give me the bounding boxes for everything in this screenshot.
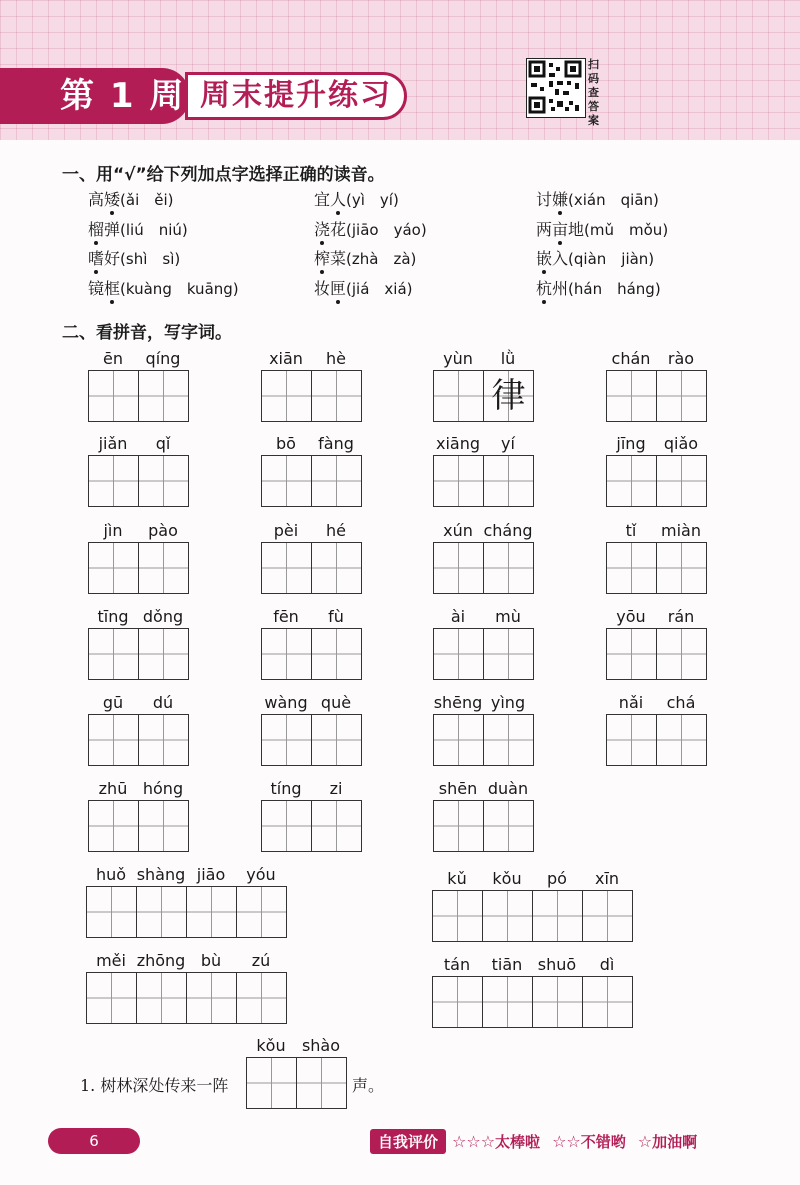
word-grid bbox=[433, 520, 534, 594]
writing-cell[interactable] bbox=[607, 371, 657, 421]
writing-cell[interactable] bbox=[434, 456, 484, 506]
pinyin-syllable: xiān bbox=[269, 349, 303, 368]
writing-cell[interactable] bbox=[89, 456, 139, 506]
pinyin-syllable: yōu bbox=[616, 607, 646, 626]
pinyin-syllable: shàng bbox=[136, 865, 186, 884]
word-grid bbox=[261, 348, 362, 422]
writing-cell[interactable] bbox=[312, 543, 362, 593]
pronunciation-item: 榨菜(zhà zà) bbox=[314, 249, 417, 268]
pinyin-syllable: jiǎn bbox=[98, 434, 128, 453]
dotted-character: 亩 bbox=[552, 220, 569, 239]
pinyin-syllable: tán bbox=[443, 955, 471, 974]
writing-cell[interactable] bbox=[139, 715, 189, 765]
star-rating-icon[interactable]: ☆☆☆ bbox=[452, 1131, 496, 1151]
writing-cell[interactable] bbox=[237, 887, 287, 937]
writing-cell[interactable] bbox=[483, 891, 533, 941]
pinyin-syllable: ēn bbox=[103, 349, 123, 368]
pinyin-syllable: zi bbox=[329, 779, 343, 798]
word-grid bbox=[88, 433, 189, 507]
idiom-grid bbox=[86, 864, 287, 938]
pinyin-syllable: fù bbox=[328, 607, 344, 626]
pronunciation-item: 浇花(jiāo yáo) bbox=[314, 220, 427, 239]
writing-cell[interactable] bbox=[137, 887, 187, 937]
pinyin-syllable: chá bbox=[666, 693, 696, 712]
pinyin-syllable: mù bbox=[495, 607, 521, 626]
word-grid bbox=[261, 692, 362, 766]
pinyin-choices[interactable]: (xián qiān) bbox=[568, 191, 659, 209]
pinyin-syllable: pó bbox=[547, 869, 567, 888]
pinyin-syllable: hè bbox=[326, 349, 346, 368]
word-grid bbox=[433, 606, 534, 680]
pinyin-syllable: ài bbox=[450, 607, 466, 626]
pinyin-syllable: shuō bbox=[537, 955, 577, 974]
word-grid bbox=[606, 606, 707, 680]
word-grid bbox=[261, 606, 362, 680]
dotted-character: 榨 bbox=[314, 249, 331, 268]
writing-cell[interactable] bbox=[262, 629, 312, 679]
pinyin-syllable: hóng bbox=[142, 779, 184, 798]
pinyin-syllable: měi bbox=[96, 951, 126, 970]
pinyin-choices[interactable]: (jiá xiá) bbox=[346, 280, 413, 298]
dotted-character: 嵌 bbox=[536, 249, 553, 268]
writing-cell[interactable] bbox=[483, 977, 533, 1027]
pinyin-syllable: pào bbox=[148, 521, 178, 540]
dotted-character: 杭 bbox=[536, 279, 553, 298]
word-grid bbox=[433, 348, 534, 422]
word-grid bbox=[88, 606, 189, 680]
word-grid bbox=[261, 520, 362, 594]
writing-cell[interactable] bbox=[237, 973, 287, 1023]
word-grid bbox=[261, 433, 362, 507]
section1-title: 一、用“√”给下列加点字选择正确的读音。 bbox=[62, 165, 385, 185]
pinyin-syllable: jiāo bbox=[196, 865, 226, 884]
pinyin-syllable: dì bbox=[599, 955, 615, 974]
writing-cell[interactable] bbox=[657, 629, 707, 679]
pronunciation-item: 榴弹(liú niú) bbox=[88, 220, 188, 239]
pinyin-choices[interactable]: (kuàng kuāng) bbox=[120, 280, 239, 298]
writing-cell[interactable] bbox=[484, 543, 534, 593]
writing-cell[interactable] bbox=[139, 456, 189, 506]
writing-cell[interactable] bbox=[312, 456, 362, 506]
section2-title: 二、看拼音，写字词。 bbox=[62, 323, 232, 343]
word-grid bbox=[433, 433, 534, 507]
writing-cell[interactable] bbox=[139, 543, 189, 593]
sentence-prefix: 1. 树林深处传来一阵 bbox=[80, 1076, 229, 1095]
self-evaluation-label: 自我评价 bbox=[370, 1129, 446, 1154]
pinyin-syllable: xún bbox=[443, 521, 473, 540]
writing-cell[interactable] bbox=[533, 891, 583, 941]
writing-cell[interactable] bbox=[187, 973, 237, 1023]
pinyin-syllable: tīng bbox=[97, 607, 129, 626]
week-badge: 第 1 周 bbox=[0, 68, 190, 124]
qr-caption: 扫码查答案 bbox=[588, 58, 599, 127]
dotted-character: 人 bbox=[330, 190, 347, 209]
pinyin-syllable: yóu bbox=[246, 865, 276, 884]
writing-cell[interactable] bbox=[583, 891, 633, 941]
writing-cell[interactable] bbox=[533, 977, 583, 1027]
word-grid bbox=[606, 348, 707, 422]
writing-cell[interactable] bbox=[434, 715, 484, 765]
pinyin-syllable: kǔ bbox=[447, 869, 467, 888]
writing-cell[interactable] bbox=[312, 629, 362, 679]
dotted-character: 匣 bbox=[330, 279, 347, 298]
writing-cell[interactable] bbox=[607, 456, 657, 506]
idiom-grid bbox=[432, 868, 633, 942]
pinyin-syllable: zhū bbox=[98, 779, 128, 798]
pinyin-syllable: tiān bbox=[491, 955, 523, 974]
pinyin-syllable: miàn bbox=[661, 521, 701, 540]
pinyin-syllable: dǒng bbox=[142, 607, 184, 626]
writing-cell[interactable] bbox=[434, 629, 484, 679]
word-grid bbox=[606, 433, 707, 507]
pinyin-syllable: bù bbox=[200, 951, 222, 970]
pinyin-choices[interactable]: (mǔ mǒu) bbox=[584, 221, 669, 239]
pinyin-syllable: gū bbox=[102, 693, 124, 712]
dotted-character: 浇 bbox=[314, 220, 331, 239]
writing-cell[interactable] bbox=[247, 1058, 297, 1108]
writing-cell[interactable] bbox=[657, 371, 707, 421]
pinyin-syllable: qǐ bbox=[155, 434, 171, 453]
writing-cell[interactable] bbox=[607, 629, 657, 679]
qr-code-icon[interactable] bbox=[526, 58, 586, 118]
word-grid bbox=[433, 692, 534, 766]
writing-cell[interactable] bbox=[657, 456, 707, 506]
dotted-character: 嫌 bbox=[552, 190, 569, 209]
pinyin-syllable: shào bbox=[301, 1036, 341, 1055]
dotted-character: 榴 bbox=[88, 220, 105, 239]
pinyin-choices[interactable]: (ǎi ěi) bbox=[120, 191, 174, 209]
pinyin-syllable: cháng bbox=[483, 521, 533, 540]
writing-cell[interactable] bbox=[484, 456, 534, 506]
writing-cell[interactable] bbox=[434, 371, 484, 421]
writing-cell[interactable]: 律 bbox=[484, 371, 534, 421]
writing-cell[interactable] bbox=[89, 801, 139, 851]
writing-cell[interactable] bbox=[484, 715, 534, 765]
writing-cell[interactable] bbox=[297, 1058, 347, 1108]
rating-label: 太棒啦 bbox=[495, 1132, 541, 1151]
pinyin-syllable: tíng bbox=[270, 779, 302, 798]
writing-cell[interactable] bbox=[262, 543, 312, 593]
dotted-character: 框 bbox=[104, 279, 121, 298]
writing-cell[interactable] bbox=[87, 973, 137, 1023]
pinyin-choices[interactable]: (liú niú) bbox=[120, 221, 188, 239]
pinyin-syllable: zú bbox=[251, 951, 271, 970]
pronunciation-item: 宜人(yì yí) bbox=[314, 190, 399, 209]
sentence-suffix: 声。 bbox=[352, 1076, 385, 1095]
pinyin-syllable: què bbox=[320, 693, 352, 712]
writing-cell[interactable] bbox=[89, 371, 139, 421]
pinyin-syllable: yí bbox=[501, 434, 515, 453]
writing-cell[interactable] bbox=[262, 371, 312, 421]
pinyin-syllable: lǜ bbox=[500, 349, 516, 368]
pinyin-choices[interactable]: (hán háng) bbox=[568, 280, 661, 298]
pinyin-syllable: zhōng bbox=[136, 951, 186, 970]
writing-cell[interactable] bbox=[87, 887, 137, 937]
writing-cell[interactable] bbox=[484, 801, 534, 851]
pinyin-syllable: hé bbox=[326, 521, 346, 540]
pinyin-syllable: pèi bbox=[273, 521, 299, 540]
pinyin-choices[interactable]: (zhà zà) bbox=[346, 250, 417, 268]
writing-cell[interactable] bbox=[139, 371, 189, 421]
idiom-grid bbox=[86, 950, 287, 1024]
writing-cell[interactable] bbox=[312, 715, 362, 765]
pinyin-syllable: qíng bbox=[145, 349, 181, 368]
pinyin-syllable: rào bbox=[667, 349, 695, 368]
pronunciation-item: 嵌入(qiàn jiàn) bbox=[536, 249, 655, 268]
writing-cell[interactable] bbox=[433, 891, 483, 941]
writing-cell[interactable] bbox=[89, 543, 139, 593]
word-grid bbox=[88, 692, 189, 766]
writing-cell[interactable] bbox=[139, 801, 189, 851]
pronunciation-item: 杭州(hán háng) bbox=[536, 279, 661, 298]
word-grid bbox=[261, 778, 362, 852]
pinyin-syllable: jìn bbox=[103, 521, 123, 540]
writing-cell[interactable] bbox=[187, 887, 237, 937]
star-rating-icon[interactable]: ☆☆ bbox=[552, 1131, 581, 1151]
word-grid bbox=[88, 348, 189, 422]
pinyin-syllable: qiǎo bbox=[663, 434, 699, 453]
writing-cell[interactable] bbox=[262, 456, 312, 506]
pinyin-syllable: yìng bbox=[490, 693, 526, 712]
pinyin-choices[interactable]: (jiāo yáo) bbox=[346, 221, 427, 239]
pinyin-syllable: huǒ bbox=[95, 865, 127, 884]
writing-cell[interactable] bbox=[312, 801, 362, 851]
writing-cell[interactable] bbox=[262, 715, 312, 765]
rating-label: 加油啊 bbox=[652, 1132, 698, 1151]
sentence-pinyin-grid bbox=[246, 1035, 347, 1109]
writing-cell[interactable] bbox=[89, 629, 139, 679]
pinyin-syllable: duàn bbox=[487, 779, 529, 798]
writing-cell[interactable] bbox=[484, 629, 534, 679]
dotted-character: 矮 bbox=[104, 190, 121, 209]
pinyin-syllable: shēn bbox=[438, 779, 478, 798]
pinyin-syllable: jīng bbox=[616, 434, 646, 453]
pronunciation-item: 妆匣(jiá xiá) bbox=[314, 279, 413, 298]
dotted-character: 嗜 bbox=[88, 249, 105, 268]
pronunciation-item: 镜框(kuàng kuāng) bbox=[88, 279, 239, 298]
pinyin-syllable: rán bbox=[667, 607, 695, 626]
pinyin-syllable: nǎi bbox=[618, 693, 644, 712]
word-grid bbox=[433, 778, 534, 852]
star-rating-icon[interactable]: ☆ bbox=[637, 1131, 653, 1151]
pronunciation-item: 讨嫌(xián qiān) bbox=[536, 190, 659, 209]
pinyin-choices[interactable]: (shì sì) bbox=[120, 250, 181, 268]
pinyin-syllable: chán bbox=[611, 349, 651, 368]
word-grid bbox=[606, 692, 707, 766]
page-number: 6 bbox=[48, 1128, 140, 1154]
rating-label: 不错哟 bbox=[580, 1132, 626, 1151]
word-grid bbox=[88, 520, 189, 594]
writing-cell[interactable] bbox=[89, 715, 139, 765]
pinyin-syllable: xīn bbox=[594, 869, 620, 888]
self-evaluation bbox=[370, 1128, 709, 1154]
pinyin-syllable: fēn bbox=[273, 607, 299, 626]
writing-cell[interactable] bbox=[312, 371, 362, 421]
pronunciation-item: 嗜好(shì sì) bbox=[88, 249, 181, 268]
pinyin-syllable: shēng bbox=[433, 693, 483, 712]
writing-cell[interactable] bbox=[139, 629, 189, 679]
pinyin-syllable: tǐ bbox=[625, 521, 637, 540]
writing-cell[interactable] bbox=[434, 801, 484, 851]
writing-cell[interactable] bbox=[607, 543, 657, 593]
writing-cell[interactable] bbox=[607, 715, 657, 765]
word-grid bbox=[88, 778, 189, 852]
idiom-grid bbox=[432, 954, 633, 1028]
pinyin-syllable: bō bbox=[276, 434, 296, 453]
writing-cell[interactable] bbox=[583, 977, 633, 1027]
pinyin-syllable: fàng bbox=[318, 434, 354, 453]
page-title: 周末提升练习 bbox=[185, 72, 407, 120]
pinyin-syllable: dú bbox=[152, 693, 174, 712]
pinyin-choices[interactable]: (yì yí) bbox=[346, 191, 399, 209]
pronunciation-item: 两亩地(mǔ mǒu) bbox=[536, 220, 669, 239]
pinyin-syllable: xiāng bbox=[435, 434, 480, 453]
pronunciation-item: 高矮(ǎi ěi) bbox=[88, 190, 174, 209]
pinyin-syllable: kǒu bbox=[256, 1036, 286, 1055]
writing-cell[interactable] bbox=[262, 801, 312, 851]
writing-cell[interactable] bbox=[657, 543, 707, 593]
pinyin-syllable: yùn bbox=[443, 349, 473, 368]
writing-cell[interactable] bbox=[433, 977, 483, 1027]
writing-cell[interactable] bbox=[657, 715, 707, 765]
pinyin-syllable: kǒu bbox=[492, 869, 522, 888]
pinyin-choices[interactable]: (qiàn jiàn) bbox=[568, 250, 655, 268]
word-grid bbox=[606, 520, 707, 594]
pinyin-syllable: wàng bbox=[264, 693, 308, 712]
writing-cell[interactable] bbox=[137, 973, 187, 1023]
writing-cell[interactable] bbox=[434, 543, 484, 593]
